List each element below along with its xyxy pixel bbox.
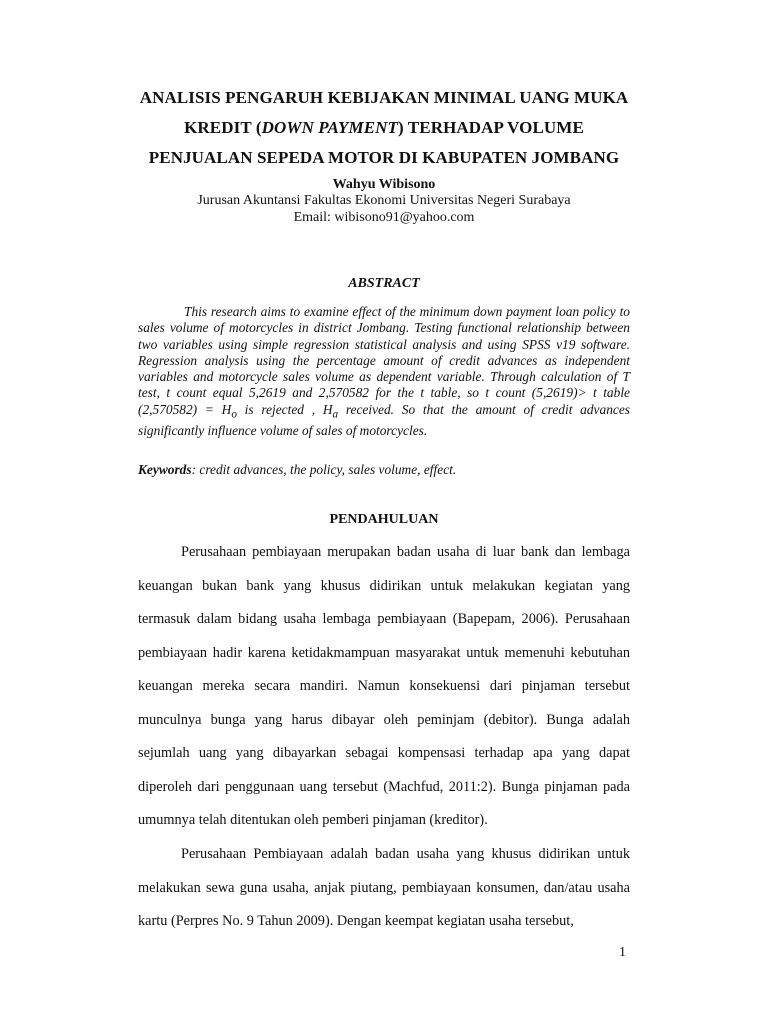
abstract-text-part-3: received. So that the amount of credit advances significantly influence volume of sales of motorcycles. [138,401,630,438]
title-line-2-italic: DOWN PAYMENT [261,118,399,137]
section-heading: PENDAHULUAN [329,512,439,527]
h0-subscript: o [231,408,237,421]
title-line-2-prefix: KREDIT ( [184,118,262,137]
author-email: Email: wibisono91@yahoo.com [293,210,475,225]
keywords-text: : credit advances, the policy, sales volume, effect. [191,462,457,477]
page-number: 1 [619,945,626,960]
body-paragraph-2: Perusahaan Pembiayaan adalah badan usaha yang khusus didirikan untuk melakukan sewa guna usaha, anjak piutang, pembiayaan konsumen, dan/atau usaha kartu (Perpres No. 9 Tahun 2009). Dengan keempat kegiatan usaha tersebut, [138,846,630,929]
title-line-1: ANALISIS PENGARUH KEBIJAKAN MINIMAL UANG MUKA [139,88,629,107]
abstract-text [138,304,630,439]
ha-subscript: a [332,408,339,421]
title-line-2-suffix: ) TERHADAP VOLUME [398,118,584,137]
body-paragraph-1: Perusahaan pembiayaan merupakan badan usaha di luar bank dan lembaga keuangan bukan bank yang khusus didirikan untuk melakukan kegiatan yang termasuk dalam bidang usaha lembaga pembiayaan (Bapepam, 2006). Perusahaan pembiayaan hadir karena ketidakmampuan masyarakat untuk memenuhi kebutuhan keuangan mereka secara mandiri. Namun konsekuensi dari pinjaman tersebut munculnya bunga yang harus dibayar oleh peminjam (debitor). Bunga adalah sejumlah uang yang dibayarkan sebagai kompensasi terhadap apa yang dapat diperoleh dari penggunaan uang tersebut (Machfud, 2011:2). Bunga pinjaman pada umumnya telah ditentukan oleh pemberi pinjaman (kreditor). [138,544,630,828]
author-affiliation: Jurusan Akuntansi Fakultas Ekonomi Universitas Negeri Surabaya [197,193,571,208]
author-name: Wahyu Wibisono [332,177,436,192]
keywords-line [138,462,630,478]
abstract-text-part-1: This research aims to examine effect of the minimum down payment loan policy to sales volume of motorcycles in district Jombang. Testing functional relationship between two variables using simple regression statistical analysis and using SPSS v19 software. Regression analysis using the percentage amount of credit advances as independent variables and motorcycle sales volume as dependent variable. Through calculation of T test, t count equal 5,2619 and 2,570582 for the t table, so t count (5,2619)> t table (2,570582) = H [138,304,630,417]
title-line-2 [100,118,668,138]
abstract-text-part-2: is rejected , H [236,401,333,417]
abstract-heading: ABSTRACT [348,276,420,291]
keywords-label: Keywords [138,462,192,477]
title-line-3: PENJUALAN SEPEDA MOTOR DI KABUPATEN JOMBANG [148,148,620,167]
